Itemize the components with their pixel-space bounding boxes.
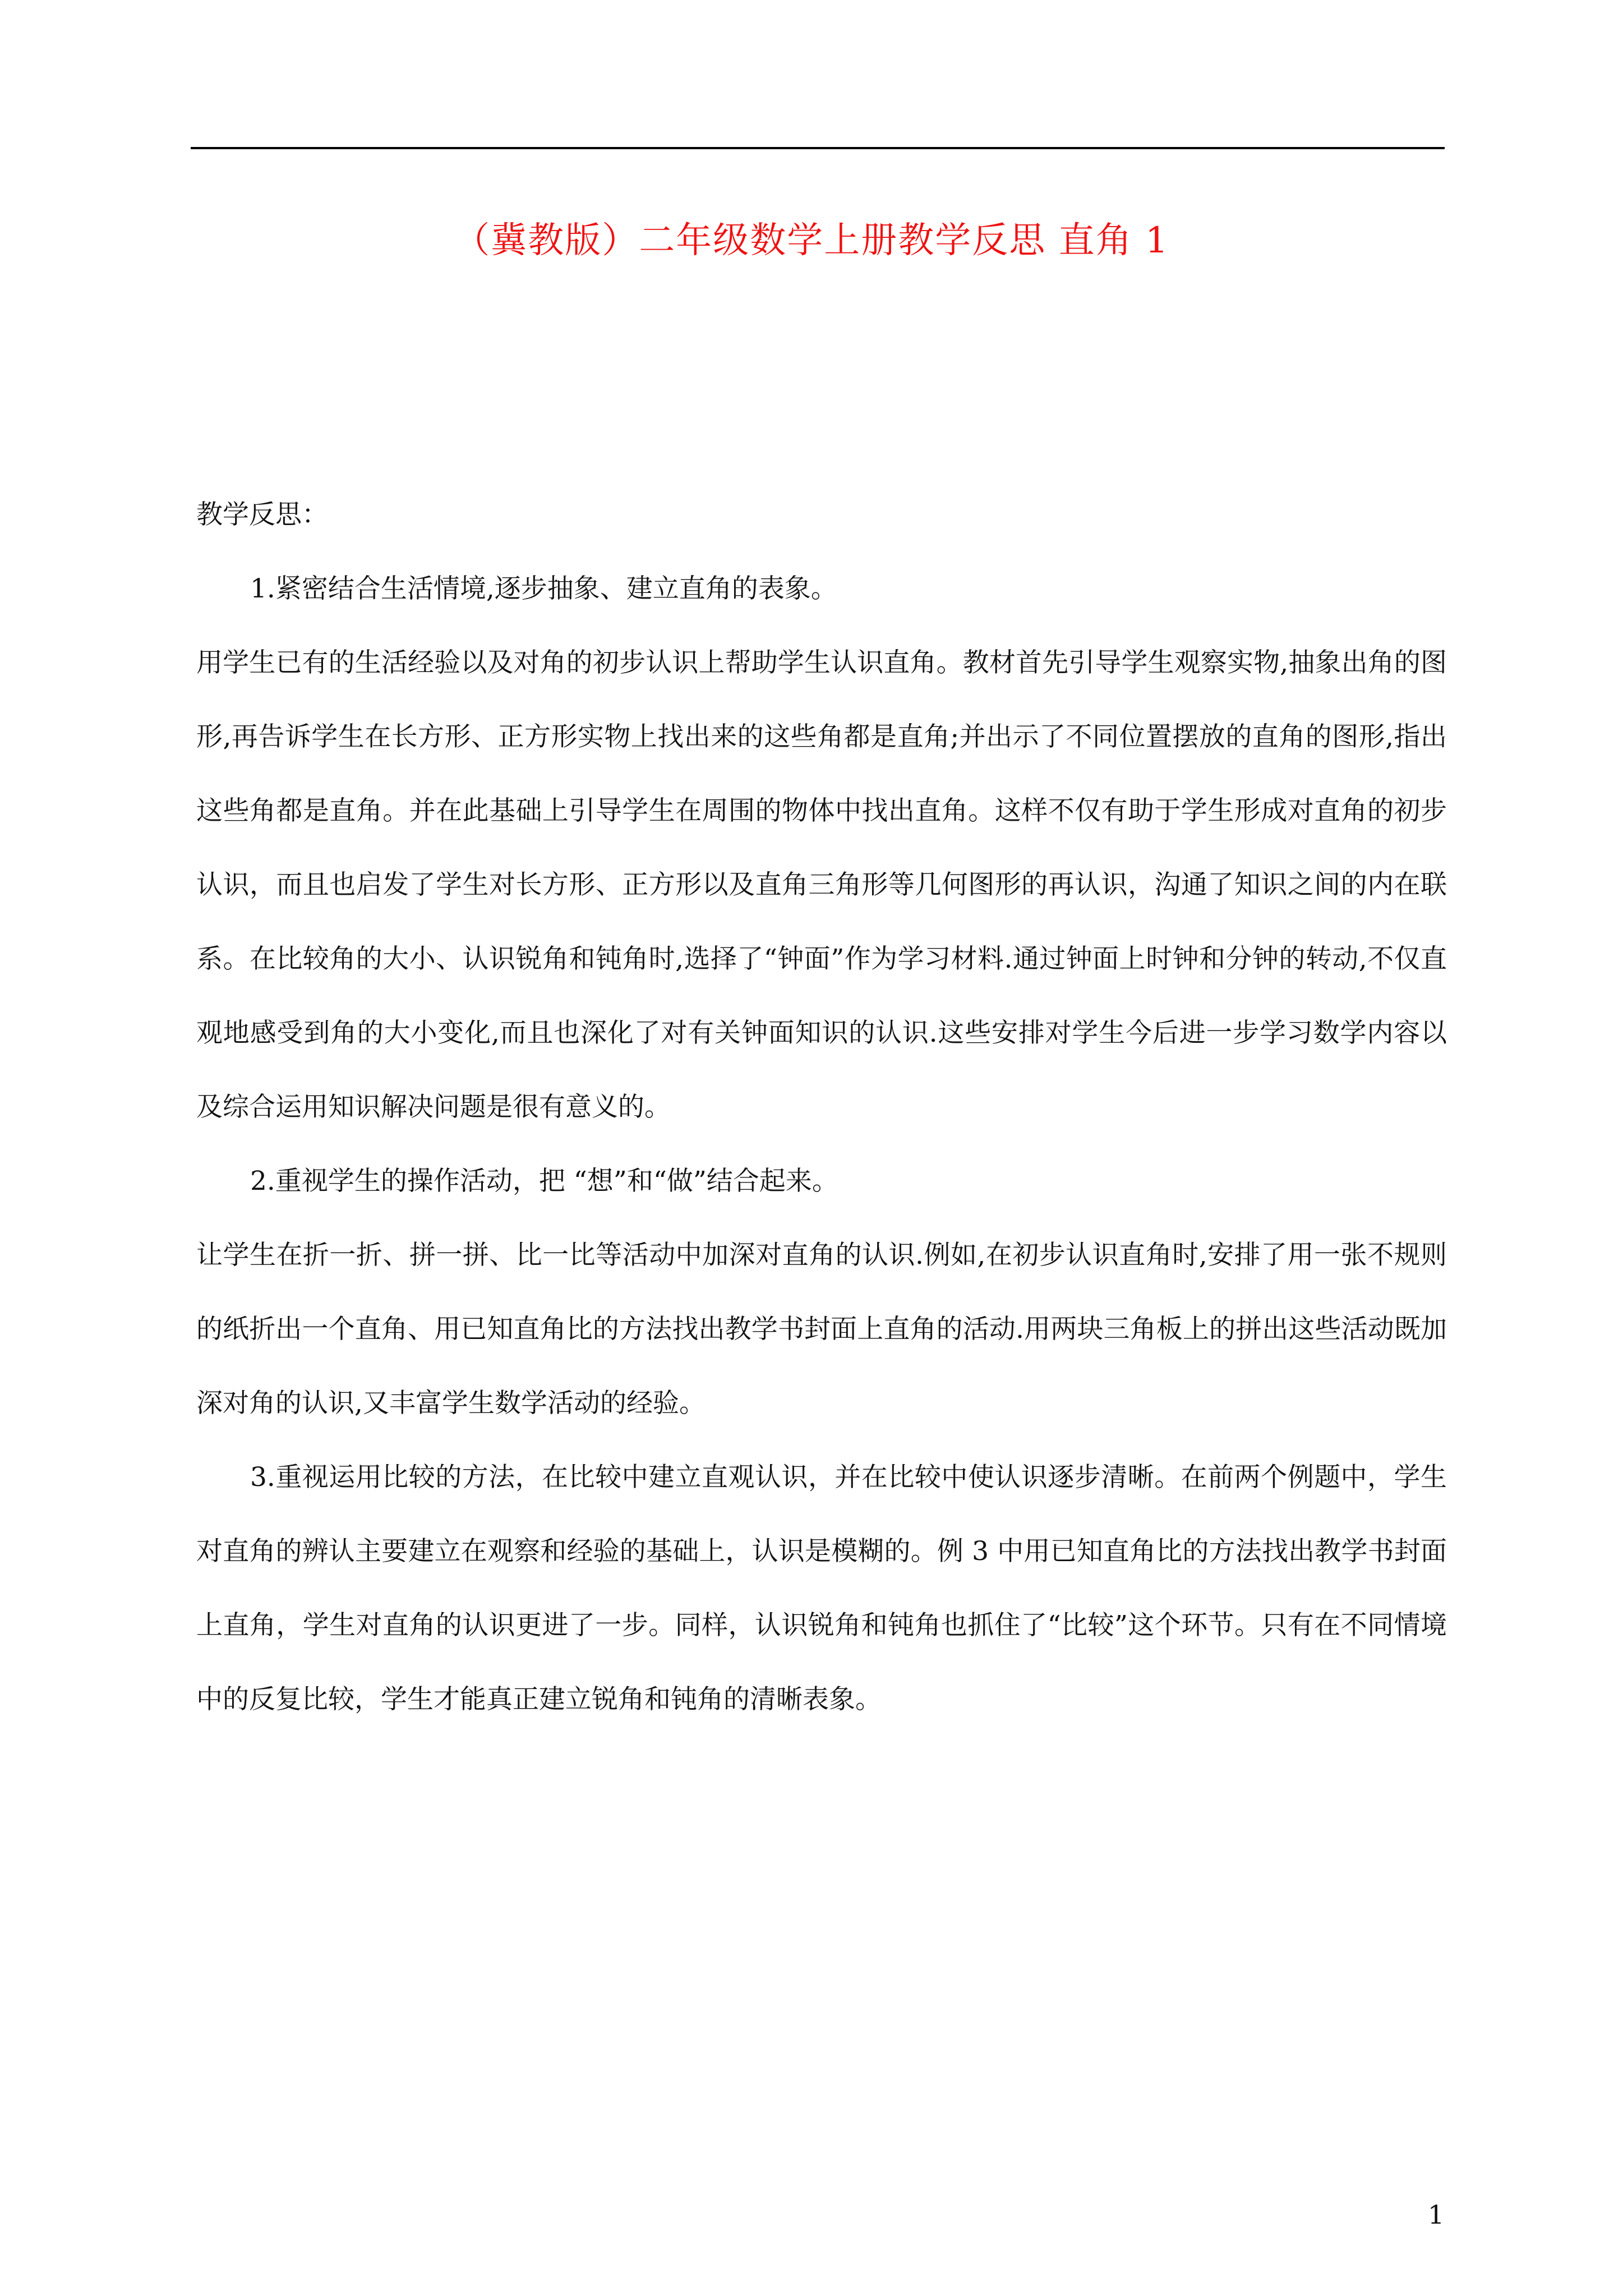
item1-heading: 1.紧密结合生活情境,逐步抽象、建立直角的表象。 [250,573,837,604]
item2-heading: 2.重视学生的操作活动，把 “想”和“做”结合起来。 [250,1166,838,1197]
document-title: （冀教版）二年级数学上册教学反思 直角 1 [454,220,1169,261]
document-body [196,478,1447,1737]
section-heading: 教学反思： [196,499,328,530]
header-rule [191,147,1445,149]
page-number: 1 [1428,2200,1445,2230]
item3-paragraph: 3.重视运用比较的方法，在比较中建立直观认识，并在比较中使认识逐步清晰。在前两个例题中，学生对直角的辨认主要建立在观察和经验的基础上，认识是模糊的。例 3 中用已知直角比的方法找出教学书封面上直角，学生对直角的认识更进了一步。同样，认识锐角和钝角也抓住了“比较”这个环节。只有在不同情境中的反复比较，学生才能真正建立锐角和钝角的清晰表象。 [196,1462,1447,1715]
item1-body: 用学生已有的生活经验以及对角的初步认识上帮助学生认识直角。教材首先引导学生观察实物,抽象出角的图形,再告诉学生在长方形、正方形实物上找出来的这些角都是直角;并出示了不同位置摆放的直角的图形,指出这些角都是直角。并在此基础上引导学生在周围的物体中找出直角。这样不仅有助于学生形成对直角的初步认识，而且也启发了学生对长方形、正方形以及直角三角形等几何图形的再认识，沟通了知识之间的内在联系。在比较角的大小、认识锐角和钝角时,选择了“钟面”作为学习材料.通过钟面上时钟和分钟的转动,不仅直观地感受到角的大小变化,而且也深化了对有关钟面知识的认识.这些安排对学生今后进一步学习数学内容以及综合运用知识解决问题是很有意义的。 [196,647,1447,1122]
item2-body: 让学生在折一折、拼一拼、比一比等活动中加深对直角的认识.例如,在初步认识直角时,安排了用一张不规则的纸折出一个直角、用已知直角比的方法找出教学书封面上直角的活动.用两块三角板上的拼出这些活动既加深对角的认识,又丰富学生数学活动的经验。 [196,1240,1447,1419]
